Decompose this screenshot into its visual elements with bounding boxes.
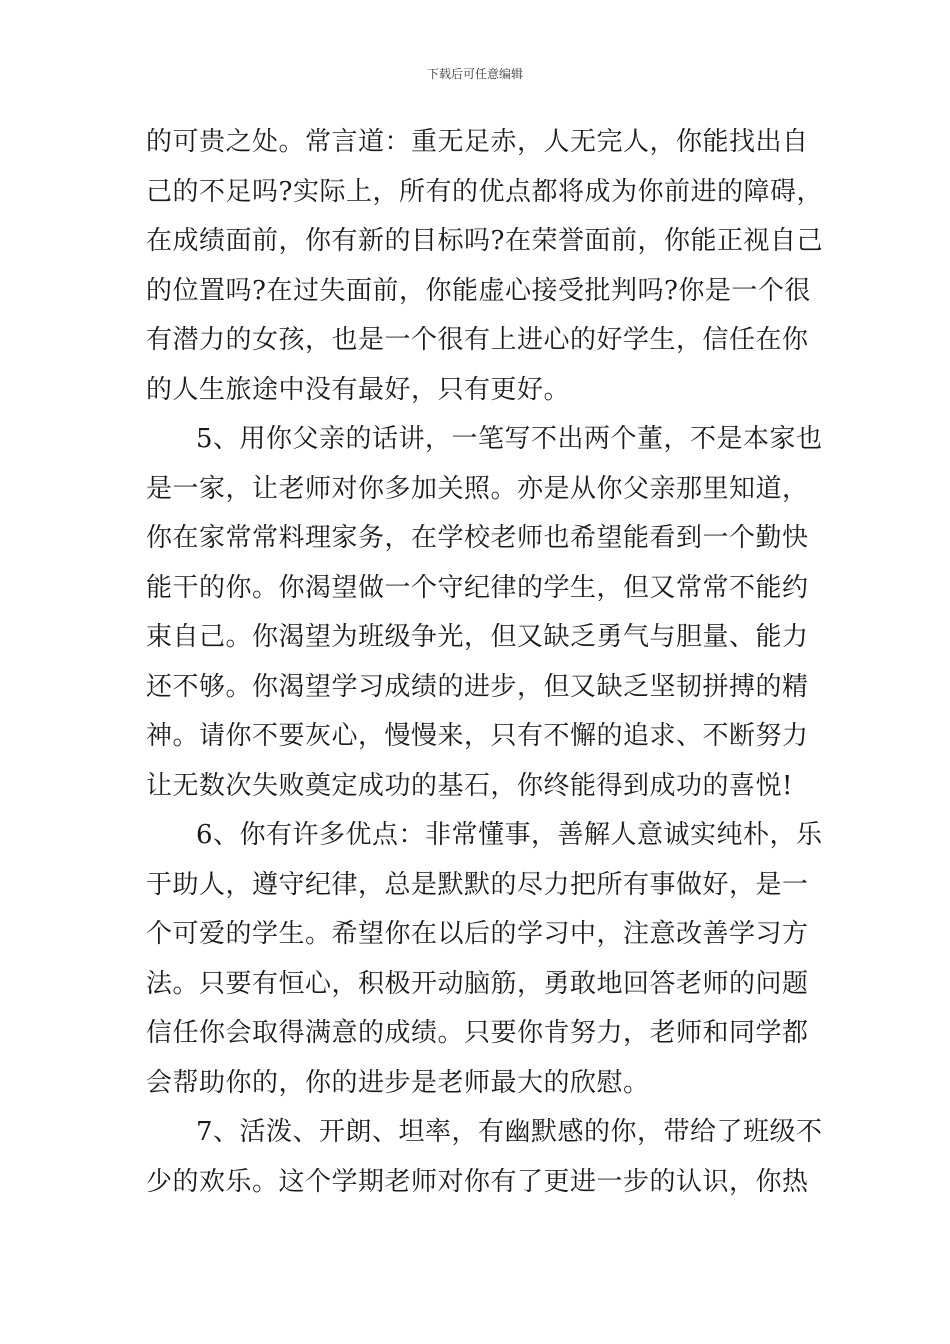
text-line: 的可贵之处。常言道：重无足赤，人无完人，你能找出自 <box>146 127 809 157</box>
text-line: 在成绩面前，你有新的目标吗?在荣誉面前，你能正视自己 <box>146 226 823 256</box>
text-line: 少的欢乐。这个学期老师对你有了更进一步的认识，你热 <box>146 1167 809 1197</box>
text-line: 你在家常常料理家务，在学校老师也希望能看到一个勤快 <box>146 523 809 553</box>
text-line: 信任你会取得满意的成绩。只要你肯努力，老师和同学都 <box>146 1018 809 1048</box>
text-line: 会帮助你的，你的进步是老师最大的欣慰。 <box>146 1068 650 1098</box>
text-line: 6、你有许多优点：非常懂事，善解人意诚实纯朴，乐 <box>196 820 823 850</box>
text-line: 于助人，遵守纪律，总是默默的尽力把所有事做好，是一 <box>146 870 809 900</box>
text-line: 还不够。你渴望学习成绩的进步，但又缺乏坚韧拼搏的精 <box>146 672 809 702</box>
text-line: 神。请你不要灰心，慢慢来，只有不懈的追求、不断努力 <box>146 721 809 751</box>
text-line: 让无数次失败奠定成功的基石，你终能得到成功的喜悦! <box>146 771 793 801</box>
text-line: 的人生旅途中没有最好，只有更好。 <box>146 375 571 405</box>
text-line: 己的不足吗?实际上，所有的优点都将成为你前进的障碍， <box>146 177 823 207</box>
text-line: 法。只要有恒心，积极开动脑筋，勇敢地回答老师的问题 <box>146 969 809 999</box>
text-line: 7、活泼、开朗、坦率，有幽默感的你，带给了班级不 <box>196 1117 823 1147</box>
text-line: 束自己。你渴望为班级争光，但又缺乏勇气与胆量、能力 <box>146 622 809 652</box>
text-line: 个可爱的学生。希望你在以后的学习中，注意改善学习方 <box>146 919 809 949</box>
text-line: 是一家，让老师对你多加关照。亦是从你父亲那里知道， <box>146 474 809 504</box>
text-line: 5、用你父亲的话讲，一笔写不出两个董，不是本家也 <box>196 424 823 454</box>
text-line: 有潜力的女孩，也是一个很有上进心的好学生，信任在你 <box>146 325 809 355</box>
page-header: 下载后可任意编辑 <box>426 67 523 81</box>
text-line: 的位置吗?在过失面前，你能虚心接受批判吗?你是一个很 <box>146 276 811 306</box>
text-line: 能干的你。你渴望做一个守纪律的学生，但又常常不能约 <box>146 573 809 603</box>
